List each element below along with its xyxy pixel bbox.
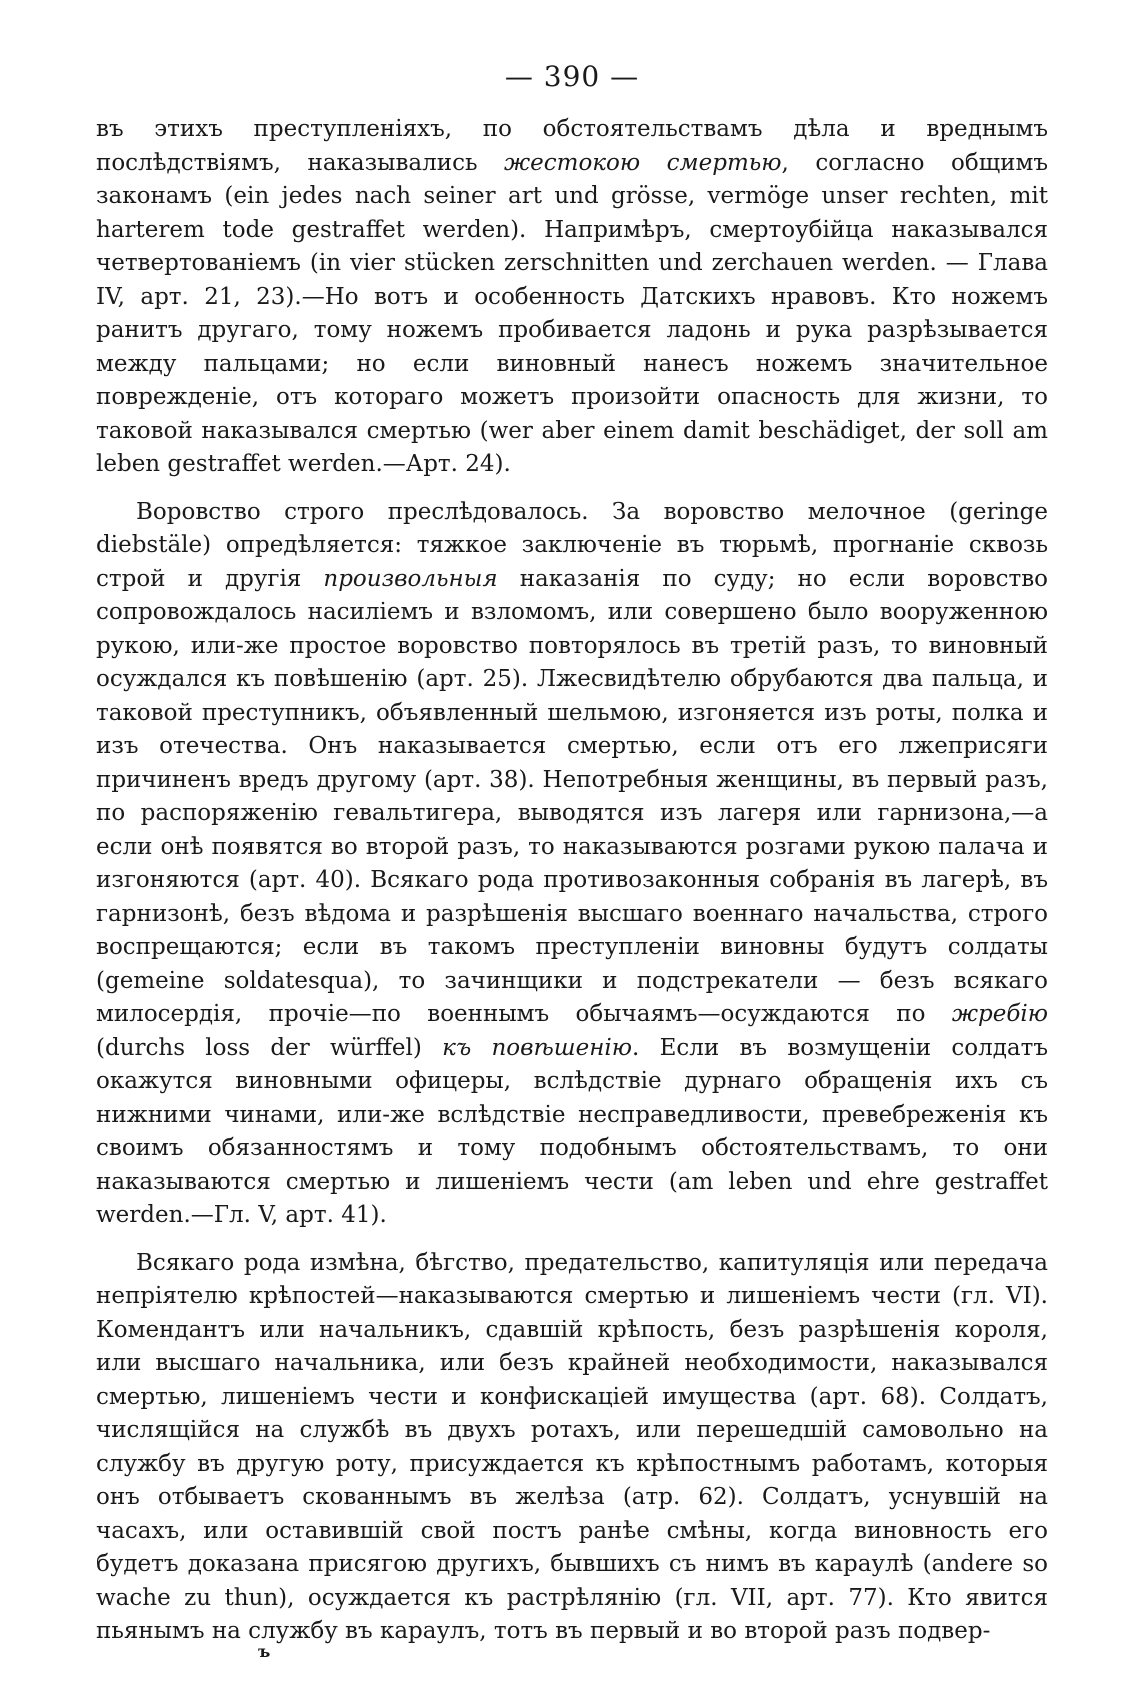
- text-segment: Всякаго рода измѣна, бѣгство, предательство, капитуляція или передача непріятелю крѣпостей—наказываются смертью и лишеніемъ чести (гл. VI). Комендантъ или начальникъ, сдавшій крѣпость, безъ разрѣшенія короля, или высшаго начальника, или безъ крайней необходимости, наказывался смертью, лишеніемъ чести и конфискаціей имущества (арт. 68). Солдатъ, числящійся на службѣ въ двухъ ротахъ, или перешедшій самовольно на службу въ другую роту, присуждается къ крѣпостнымъ работамъ, которыя онъ отбываетъ скованнымъ въ желѣза (атр. 62). Солдатъ, уснувшій на часахъ, или оставившій свой постъ ранѣе смѣны, когда виновность его будетъ доказана присягою другихъ, бывшихъ съ нимъ въ караулѣ (andere so wache zu thun), осуждается къ растрѣлянію (гл. VII, арт. 77). Кто явится пьянымъ на службу въ караулъ, тотъ въ первый и во второй разъ подвер-: [96, 1249, 1048, 1644]
- italic-phrase: жребію: [951, 1001, 1048, 1027]
- paragraph-3: [96, 1247, 1048, 1649]
- paragraph-2: [96, 496, 1048, 1233]
- page-number: — 390 —: [504, 60, 640, 93]
- text-segment: Воровство строго преслѣдовалось. За воровство мелочное (geringe diebstäle) опредѣляется: тяжкое заключеніе въ тюрьмѣ, прогнаніе сквозь строй и другія: [96, 498, 1048, 592]
- book-page: [96, 60, 1048, 1663]
- text-segment: , согласно общимъ законамъ (ein jedes nach seiner art und grösse, vermöge unser rechten, mit harterem tode gestraffet werden). Напримѣръ, смертоубійца наказывался четвертованіемъ (in vier stücken zerschnitten und zerchauen werden. — Глава IV, арт. 21, 23).—Но вотъ и особенность Датскихъ нравовъ. Кто ножемъ ранитъ другаго, тому ножемъ пробивается ладонь и рука разрѣзывается между пальцами; но если виновный нанесъ ножемъ значительное поврежденіе, отъ котораго можетъ произойти опасность для жизни, то таковой наказывался смертью (wer aber einem damit beschädiget, der soll am leben gestraffet werden.—Арт. 24).: [96, 149, 1048, 477]
- text-segment: (durchs loss der würffel): [96, 1034, 443, 1061]
- text-segment: . Если въ возмущеніи солдатъ окажутся виновными офицеры, вслѣдствіе дурнаго обращенія ихъ съ нижними чинами, или-же вслѣдствіе несправедливости, превебреженія къ своимъ обязанностямъ и тому подобнымъ обстоятельствамъ, то они наказываются смертью и лишеніемъ чести (am leben und ehre gestraffet werden.—Гл. V, арт. 41).: [96, 1034, 1048, 1228]
- italic-phrase: произвольныя: [323, 565, 498, 592]
- paragraph-1: [96, 113, 1048, 482]
- text-segment: въ этихъ преступленіяхъ, по обстоятельствамъ дѣла и вреднымъ послѣдствіямъ, наказывались: [96, 116, 1048, 176]
- printer-mark: ъ: [258, 1642, 271, 1661]
- text-segment: наказанія по суду; но если воровство сопровождалось насиліемъ и взломомъ, или совершено было вооруженною рукою, или-же простое воровство повторялось въ третій разъ, то виновный осуждался къ повѣшенію (арт. 25). Лжесвидѣтелю обрубаются два пальца, и таковой преступникъ, объявленный шельмою, изгоняется изъ роты, полка и изъ отечества. Онъ наказывается смертью, если отъ его лжеприсяги причиненъ вредъ другому (арт. 38). Непотребныя женщины, въ первый разъ, по распоряженію гевальтигера, выводятся изъ лагеря или гарнизона,—а если онѣ появятся во второй разъ, то наказываются розгами рукою палача и изгоняются (арт. 40). Всякаго рода противозаконныя собранія въ лагерѣ, въ гарнизонѣ, безъ вѣдома и разрѣшенія высшаго военнаго начальства, строго воспрещаются; если въ такомъ преступленіи виновны будутъ солдаты (gemeine soldatesqua), то зачинщики и подстрекатели — безъ всякаго милосердія, прочіе—по военнымъ обычаямъ—осуждаются по: [96, 565, 1048, 1027]
- italic-phrase: къ повѣшенію: [442, 1034, 632, 1061]
- italic-phrase: жестокою смертью: [504, 149, 782, 176]
